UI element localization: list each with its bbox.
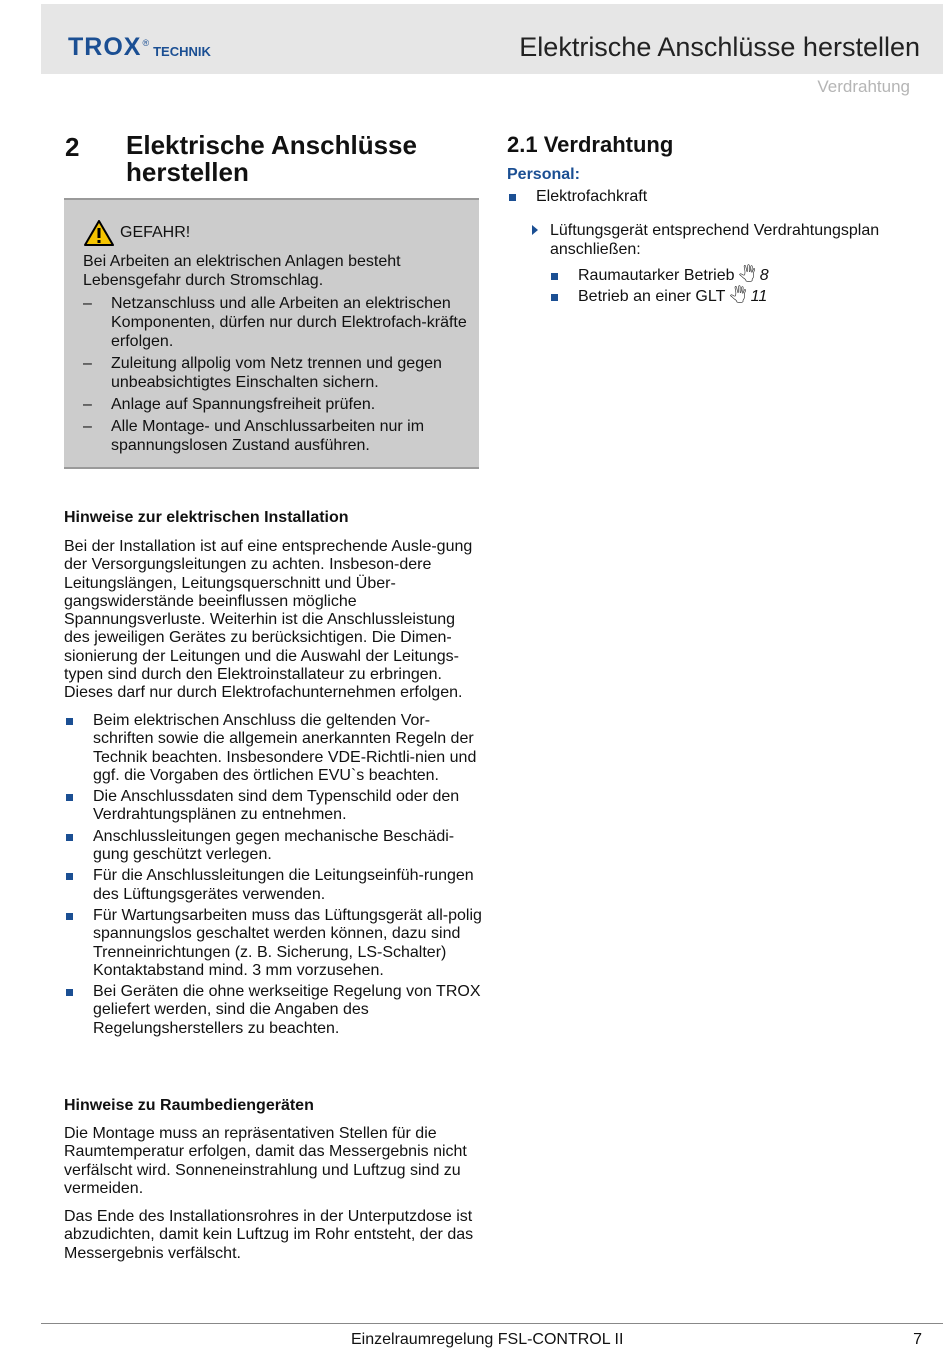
logo-subtext: TECHNIK <box>153 44 211 59</box>
reference-label: Betrieb an einer GLT <box>578 288 726 306</box>
list-item-text: Beim elektrischen Anschluss die geltenden Vor-schriften sowie die allgemein anerkannten Regeln der Technik beachten. Insbesondere VDE-Richtli-nien und ggf. die Vorgaben des örtlichen EVU`s beachten. <box>93 712 477 784</box>
room-heading: Hinweise zu Raumbediengeräten <box>64 1097 314 1114</box>
dash-marker: – <box>83 295 92 312</box>
square-bullet-icon <box>66 989 73 996</box>
danger-item-text: Netzanschluss und alle Arbeiten an elektrischen Komponenten, dürfen nur durch Elektrofach-kräfte erfolgen. <box>111 295 467 350</box>
chapter-title: Elektrische Anschlüsse herstellen <box>126 130 417 187</box>
danger-lead: Bei Arbeiten an elektrischen Anlagen besteht Lebensgefahr durch Stromschlag. <box>83 253 401 289</box>
list-item <box>64 828 484 865</box>
reference-list <box>549 267 909 310</box>
install-paragraph: Bei der Installation ist auf eine entsprechende Ausle-gung der Versorgungsleitungen zu achten. Insbeson-dere Leitungslängen, Leitungsquerschnitt und Über-gangswiderstände beeinflussen mögliche Spannungsverluste. Weiterhin ist die Anschlussleistung des jeweiligen Gerätes zu berücksichtigen. Die Dimen-sionierung der Leitungen und die Auswahl der Leitungs-typen sind durch den Elektroinstallateur zu erbringen. Dieses darf nur durch Elektrofachunternehmen erfolgen. <box>64 538 473 702</box>
danger-header <box>84 220 190 246</box>
list-item <box>549 288 909 306</box>
personal-label: Personal: <box>507 166 580 183</box>
square-bullet-icon <box>551 294 558 301</box>
logo-registered-mark: ® <box>142 38 150 48</box>
list-item <box>64 907 484 980</box>
list-item <box>64 867 484 904</box>
list-item <box>64 712 484 785</box>
hand-pointer-icon: 🖑 <box>738 267 756 284</box>
list-item-text: Die Anschlussdaten sind dem Typenschild oder den Verdrahtungsplänen zu entnehmen. <box>93 788 460 824</box>
danger-notice <box>64 198 479 469</box>
trox-logo <box>68 30 211 60</box>
danger-item <box>83 395 468 414</box>
page-reference-link[interactable]: 11 <box>750 288 768 306</box>
danger-item <box>83 354 468 392</box>
instruction-text: Lüftungsgerät entsprechend Verdrahtungsplan anschließen: <box>550 222 880 258</box>
hand-pointer-icon: 🖑 <box>729 288 747 306</box>
section-heading: 2.1 Verdrahtung <box>507 132 674 157</box>
list-item-text: Bei Geräten die ohne werkseitige Regelung von TROX geliefert werden, sind die Angaben des Regelungsherstellers zu beachten. <box>93 983 481 1037</box>
list-item-text: Anschlussleitungen gegen mechanische Beschädi-gung geschützt verlegen. <box>93 827 455 864</box>
danger-item <box>83 294 468 351</box>
install-heading: Hinweise zur elektrischen Installation <box>64 509 349 526</box>
danger-title: GEFAHR! <box>120 224 191 241</box>
dash-marker: – <box>83 396 92 413</box>
list-item-text: Elektrofachkraft <box>536 188 648 205</box>
square-bullet-icon <box>66 873 73 880</box>
danger-item-text: Anlage auf Spannungsfreiheit prüfen. <box>111 396 376 413</box>
room-paragraph: Das Ende des Installationsrohres in der Unterputzdose ist abzudichten, damit kein Luftzug im Rohr entsteht, der das Messergebnis verfälscht. <box>64 1208 474 1262</box>
dash-marker: – <box>83 355 92 372</box>
install-bullet-list <box>64 712 484 1041</box>
square-bullet-icon <box>66 834 73 841</box>
warning-triangle-icon <box>84 220 114 246</box>
page-number: 7 <box>913 1331 922 1348</box>
square-bullet-icon <box>66 718 73 725</box>
footer-title: Einzelraumregelung FSL-CONTROL II <box>351 1331 624 1348</box>
room-paragraph: Die Montage muss an repräsentativen Stellen für die Raumtemperatur erfolgen, damit das Messergebnis nicht verfälscht wird. Sonneneinstrahlung und Luftzug sind zu vermeiden. <box>64 1125 467 1197</box>
header-subtitle: Verdrahtung <box>817 77 910 96</box>
list-item <box>549 267 909 285</box>
chapter-number: 2 <box>65 132 80 162</box>
reference-label: Raumautarker Betrieb <box>578 267 735 284</box>
list-item-text: Für Wartungsarbeiten muss das Lüftungsgerät all-polig spannungslos geschaltet werden können, dazu sind Trenneinrichtungen (z. B. Sicherung, LS-Schalter) Kontaktabstand mind. 3 mm vorzusehen. <box>93 906 482 979</box>
square-bullet-icon <box>66 794 73 801</box>
danger-list <box>83 294 468 458</box>
list-item <box>64 983 484 1038</box>
arrow-right-icon <box>532 225 538 235</box>
square-bullet-icon <box>66 913 73 920</box>
footer-divider <box>41 1323 943 1324</box>
instruction-step <box>530 221 910 259</box>
danger-item <box>83 417 468 455</box>
square-bullet-icon <box>551 273 558 280</box>
list-item <box>64 788 484 825</box>
personal-list <box>507 188 907 209</box>
logo-wordmark: TROX <box>68 33 142 61</box>
square-bullet-icon <box>509 194 516 201</box>
list-item <box>507 188 907 206</box>
danger-item-text: Zuleitung allpolig vom Netz trennen und gegen unbeabsichtigtes Einschalten sichern. <box>111 355 442 391</box>
danger-item-text: Alle Montage- und Anschlussarbeiten nur im spannungslosen Zustand ausführen. <box>111 418 425 454</box>
list-item-text: Für die Anschlussleitungen die Leitungseinfüh-rungen des Lüftungsgerätes verwenden. <box>93 867 474 903</box>
page-reference-link[interactable]: 8 <box>759 267 769 284</box>
dash-marker: – <box>83 418 92 435</box>
header-title: Elektrische Anschlüsse herstellen <box>519 32 920 62</box>
